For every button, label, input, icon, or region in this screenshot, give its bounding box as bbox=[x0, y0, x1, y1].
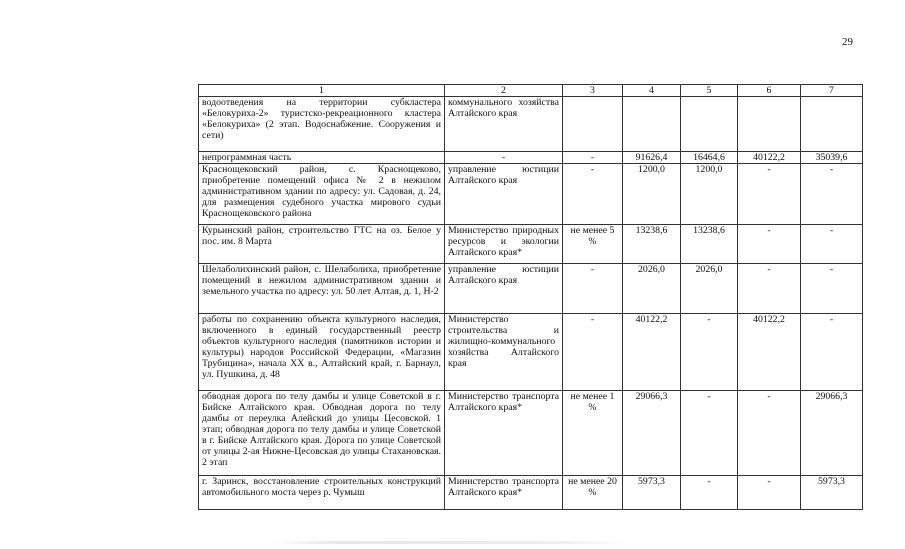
table-row bbox=[199, 97, 863, 152]
amount-year2-cell: - bbox=[738, 225, 801, 264]
object-name-cell: Краснощековский район, с. Краснощеково, приобретение помещений офиса № 2 в нежилом административном здании по адресу: ул. Садовая, д. 24, для размещения судебного участка мирового судьи Краснощековского района bbox=[199, 164, 445, 225]
object-name-cell: Курьинский район, строительство ГТС на оз. Белое у пос. им. 8 Марта bbox=[199, 225, 445, 264]
authority-cell: управление юстиции Алтайского края bbox=[445, 164, 563, 225]
authority-cell: - bbox=[445, 152, 563, 164]
cofinancing-cell: - bbox=[563, 264, 623, 314]
header-cell: 3 bbox=[563, 85, 623, 97]
page-number: 29 bbox=[842, 36, 853, 48]
amount-total-cell: 91626,4 bbox=[623, 152, 681, 164]
table-row bbox=[199, 225, 863, 264]
amount-total-cell: 40122,2 bbox=[623, 314, 681, 391]
amount-year3-cell: 5973,3 bbox=[801, 476, 863, 510]
object-name-cell: водоотведения на территории субкластера «Белокуриха-2» туристско-рекреационного кластера «Белокуриха» (2 этап. Водоснабжение. Сооружения и сети) bbox=[199, 97, 445, 152]
amount-year2-cell: 40122,2 bbox=[738, 152, 801, 164]
amount-total-cell: 2026,0 bbox=[623, 264, 681, 314]
table-row bbox=[199, 264, 863, 314]
table-header-row bbox=[199, 85, 863, 97]
amount-year1-cell: - bbox=[681, 476, 738, 510]
amount-total-cell: 13238,6 bbox=[623, 225, 681, 264]
authority-cell: Министерство транспорта Алтайского края* bbox=[445, 391, 563, 476]
authority-cell: управление юстиции Алтайского края bbox=[445, 264, 563, 314]
header-cell: 1 bbox=[199, 85, 445, 97]
amount-total-cell: 1200,0 bbox=[623, 164, 681, 225]
amount-year2-cell: - bbox=[738, 476, 801, 510]
cofinancing-cell: не менее 5 % bbox=[563, 225, 623, 264]
amount-year3-cell: - bbox=[801, 164, 863, 225]
header-cell: 2 bbox=[445, 85, 563, 97]
cofinancing-cell: - bbox=[563, 164, 623, 225]
authority-cell: коммунального хозяйства Алтайского края bbox=[445, 97, 563, 152]
amount-year1-cell bbox=[681, 97, 738, 152]
cofinancing-cell: - bbox=[563, 152, 623, 164]
amount-year3-cell: - bbox=[801, 314, 863, 391]
amount-year3-cell: - bbox=[801, 264, 863, 314]
amount-year1-cell: - bbox=[681, 391, 738, 476]
scan-artifact bbox=[270, 541, 630, 544]
amount-year2-cell: - bbox=[738, 264, 801, 314]
amount-year1-cell: 2026,0 bbox=[681, 264, 738, 314]
amount-year1-cell: - bbox=[681, 314, 738, 391]
table-row bbox=[199, 391, 863, 476]
amount-year2-cell bbox=[738, 97, 801, 152]
budget-table bbox=[198, 84, 863, 510]
cofinancing-cell bbox=[563, 97, 623, 152]
authority-cell: Министерство природных ресурсов и экологии Алтайского края* bbox=[445, 225, 563, 264]
cofinancing-cell: не менее 1 % bbox=[563, 391, 623, 476]
amount-total-cell: 29066,3 bbox=[623, 391, 681, 476]
authority-cell: Министерство строительства и жилищно-коммунального хозяйства Алтайского края bbox=[445, 314, 563, 391]
object-name-cell: непрограммная часть bbox=[199, 152, 445, 164]
table-row bbox=[199, 164, 863, 225]
header-cell: 7 bbox=[801, 85, 863, 97]
amount-year2-cell: 40122,2 bbox=[738, 314, 801, 391]
amount-year2-cell: - bbox=[738, 391, 801, 476]
table-row bbox=[199, 476, 863, 510]
object-name-cell: работы по сохранению объекта культурного наследия, включенного в единый государственный реестр объектов культурного наследия (памятников истории и культуры) народов Российской Федерации, «Магазин Трубицина», начала XX в., Алтайский край, г. Барнаул, ул. Пушкина, д. 48 bbox=[199, 314, 445, 391]
object-name-cell: Шелаболихинский район, с. Шелаболиха, приобретение помещений в нежилом административном здании и земельного участка по адресу: ул. 50 лет Алтая, д. 1, Н-2 bbox=[199, 264, 445, 314]
amount-year3-cell: 29066,3 bbox=[801, 391, 863, 476]
header-cell: 5 bbox=[681, 85, 738, 97]
amount-year1-cell: 1200,0 bbox=[681, 164, 738, 225]
amount-year1-cell: 13238,6 bbox=[681, 225, 738, 264]
amount-year3-cell bbox=[801, 97, 863, 152]
cofinancing-cell: не менее 20 % bbox=[563, 476, 623, 510]
object-name-cell: г. Заринск, восстановление строительных конструкций автомобильного моста через р. Чумыш bbox=[199, 476, 445, 510]
header-cell: 6 bbox=[738, 85, 801, 97]
amount-year2-cell: - bbox=[738, 164, 801, 225]
amount-total-cell: 5973,3 bbox=[623, 476, 681, 510]
table-row bbox=[199, 314, 863, 391]
amount-year3-cell: - bbox=[801, 225, 863, 264]
authority-cell: Министерство транспорта Алтайского края* bbox=[445, 476, 563, 510]
amount-year1-cell: 16464,6 bbox=[681, 152, 738, 164]
cofinancing-cell: - bbox=[563, 314, 623, 391]
amount-year3-cell: 35039,6 bbox=[801, 152, 863, 164]
object-name-cell: обводная дорога по телу дамбы и улице Советской в г. Бийске Алтайского края. Обводная дорога по телу дамбы от переулка Алейский до улицы Цесовской. 1 этап; обводная дорога по телу дамбы и улице Советской в г. Бийске Алтайского края. Дорога по улице Советской от улицы 2-ая Нижне-Цесовская до улицы Стахановская. 2 этап bbox=[199, 391, 445, 476]
header-cell: 4 bbox=[623, 85, 681, 97]
amount-total-cell bbox=[623, 97, 681, 152]
table-row bbox=[199, 152, 863, 164]
